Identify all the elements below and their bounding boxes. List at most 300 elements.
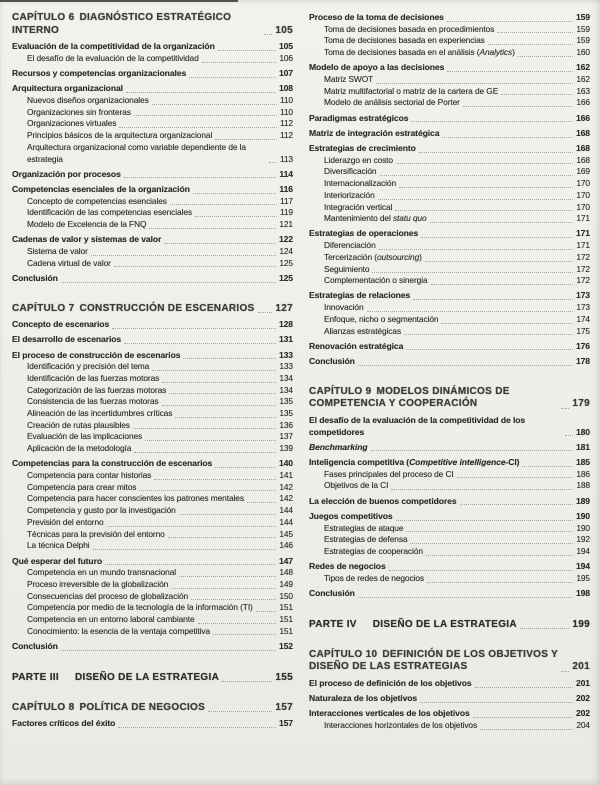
entry-title: Estrategias de relaciones — [309, 290, 411, 301]
page-number: 135 — [279, 396, 293, 407]
page-number: 137 — [279, 431, 293, 442]
dot-leader — [133, 428, 276, 429]
dot-leader — [561, 408, 569, 409]
page-number: 201 — [575, 677, 590, 688]
page-number: 119 — [279, 207, 293, 218]
dot-leader — [376, 83, 573, 84]
entry-title — [12, 303, 255, 316]
dot-leader — [358, 365, 573, 366]
page-number: 174 — [576, 313, 590, 324]
entry-title: Conclusión — [12, 272, 58, 283]
toc-entry-section — [12, 234, 293, 246]
entry-title: Modelo de análisis sectorial de Porter — [324, 97, 460, 108]
chapter-label: CAPÍTULO 9 — [309, 385, 372, 397]
toc-column-left — [12, 12, 293, 779]
dot-leader — [195, 216, 277, 217]
entry-title: Organizaciones virtuales — [27, 118, 117, 129]
dot-leader — [222, 681, 272, 682]
toc-entry-sub — [12, 373, 293, 385]
entry-title: Modelo de apoyo a las decisiones — [309, 62, 445, 73]
entry-title: Qué esperar del futuro — [12, 555, 102, 566]
dot-leader — [218, 50, 276, 51]
chapter-title: MODELOS DINÁMICOS DE COMPETENCIA Y COOPERACIÓN — [309, 385, 510, 410]
entry-title: Consecuencias del proceso de globalización — [27, 590, 189, 601]
entry-title: Arquitectura organizacional — [12, 83, 123, 94]
dot-leader — [565, 435, 573, 436]
toc-entry-sub — [309, 202, 590, 214]
entry-title: Consistencia de las fuerzas motoras — [27, 396, 159, 407]
page-number: 149 — [279, 578, 293, 589]
dot-leader — [431, 284, 574, 285]
dot-leader — [367, 311, 574, 312]
page-number: 112 — [279, 118, 293, 129]
entry-title: Conclusión — [309, 355, 355, 366]
entry-title: Recursos y competencias organizacionales — [12, 68, 187, 79]
entry-title: Seguimiento — [324, 263, 370, 274]
toc-entry-sub — [12, 493, 293, 505]
toc-entry-section — [309, 511, 590, 523]
page-number: 140 — [278, 458, 293, 469]
entry-title: Conclusión — [309, 588, 355, 599]
toc-entry-sub — [12, 567, 293, 579]
dot-leader — [406, 349, 573, 350]
chapter-title: DIAGNÓSTICO ESTRATÉGICO INTERNO — [12, 12, 232, 36]
page-number: 150 — [279, 590, 293, 601]
page-number: 117 — [279, 195, 293, 206]
entry-title: Factores críticos del éxito — [12, 718, 116, 729]
dot-leader — [193, 193, 277, 194]
page-number: 105 — [278, 41, 293, 52]
dot-leader — [441, 323, 573, 324]
entry-title: Nuevos diseños organizacionales — [27, 95, 149, 105]
toc-entry-sub — [309, 264, 590, 276]
toc-entry-sub — [12, 385, 293, 397]
dot-leader — [247, 502, 276, 503]
page-number: 159 — [576, 35, 590, 46]
toc-entry-sub — [309, 240, 590, 252]
entry-title: Previsión del entorno — [27, 516, 104, 527]
toc-entry-sub — [12, 196, 293, 208]
entry-title: Proceso irreversible de la globalización — [27, 578, 169, 589]
toc-entry-sub — [12, 219, 293, 231]
entry-title: Categorización de las fuerzas motoras — [27, 384, 167, 395]
toc-entry-section — [12, 169, 293, 181]
page-number: 171 — [575, 228, 590, 239]
page-number: 189 — [575, 495, 590, 506]
entry-title: Matriz SWOT — [324, 74, 374, 85]
toc-entry-sub — [12, 540, 293, 552]
entry-title — [309, 618, 517, 631]
entry-title: Interiorización — [324, 189, 375, 200]
entry-title: Evaluación de las implicaciones — [27, 431, 143, 442]
page-number: 168 — [576, 154, 590, 165]
entry-title: Técnicas para la previsión del entorno — [27, 528, 165, 539]
dot-leader — [426, 555, 573, 556]
dot-leader — [124, 177, 277, 178]
page-number: 139 — [279, 443, 293, 454]
dot-leader — [488, 44, 574, 45]
page-number: 113 — [279, 153, 293, 164]
toc-entry-sub — [309, 523, 590, 535]
dot-leader — [107, 526, 277, 527]
entry-title: Diversificación — [324, 166, 377, 177]
dot-leader — [154, 479, 276, 480]
entry-title: Identificación y precisión del tema — [27, 361, 150, 372]
page-number: 172 — [576, 263, 590, 274]
entry-title: Naturaleza de los objetivos — [309, 693, 418, 704]
page-number: 159 — [575, 12, 590, 22]
entry-title: Concepto de competencias esenciales — [27, 195, 167, 206]
toc-entry-sub — [309, 573, 590, 585]
page-number: 105 — [275, 24, 293, 36]
entry-title: Toma de decisiones basada en procedimientos — [324, 23, 495, 34]
entry-title: Estrategias de defensa — [324, 534, 408, 545]
page-number: 185 — [575, 456, 590, 467]
dot-leader — [139, 490, 276, 491]
chapter-title: CONSTRUCCIÓN DE ESCENARIOS — [79, 302, 255, 314]
page-number: 112 — [279, 130, 293, 141]
dot-leader — [171, 588, 276, 589]
dot-leader — [475, 687, 573, 688]
entry-title: Conocimiento: la esencia de la ventaja competitiva — [27, 625, 211, 636]
toc-entry-section — [309, 356, 590, 368]
toc-entry-section — [309, 12, 590, 24]
page-number: 166 — [575, 112, 590, 123]
toc-entry-section — [309, 442, 590, 454]
dot-leader — [404, 334, 573, 335]
dot-leader — [430, 222, 574, 223]
toc-entry-sub — [12, 482, 293, 494]
page-number: 144 — [279, 505, 293, 516]
toc-entry-section — [309, 496, 590, 508]
entry-title: Tercerización (outsourcing) — [324, 251, 422, 262]
entry-title: Evaluación de la competitividad de la organización — [12, 41, 215, 52]
page-number: 147 — [278, 555, 293, 566]
dot-leader — [396, 520, 573, 521]
entry-title: Objetivos de la CI — [324, 480, 389, 491]
dot-leader — [134, 115, 277, 116]
entry-title: Liderazgo en costo — [324, 154, 393, 165]
page-number: 134 — [279, 384, 293, 395]
entry-title: Organización por procesos — [12, 168, 121, 179]
entry-title: Integración vertical — [324, 201, 393, 212]
page-number: 134 — [279, 372, 293, 383]
dot-leader — [371, 450, 573, 451]
toc-entry-sub — [12, 142, 293, 165]
toc-entry-sub — [12, 396, 293, 408]
toc-entry-section — [309, 228, 590, 240]
dot-leader — [501, 94, 573, 95]
toc-entry-chapter — [12, 702, 293, 715]
entry-title: Juegos competitivos — [309, 510, 393, 521]
dot-leader — [169, 393, 276, 394]
dot-leader — [522, 466, 573, 467]
toc-entry-section — [309, 113, 590, 125]
dot-leader — [112, 328, 276, 329]
part-label: PARTE IV — [309, 618, 357, 630]
entry-title: Estrategias de ataque — [324, 522, 404, 533]
toc-entry-sub — [309, 74, 590, 86]
toc-entry-section — [12, 68, 293, 80]
page-number: 108 — [278, 83, 293, 94]
page-number: 144 — [279, 516, 293, 527]
dot-leader — [518, 56, 574, 57]
toc-entry-sub — [12, 443, 293, 455]
page-number: 194 — [576, 545, 590, 556]
toc-entry-section — [12, 83, 293, 95]
entry-title: La elección de buenos competidores — [309, 495, 457, 506]
page-number: 171 — [576, 240, 590, 251]
dot-leader — [152, 104, 277, 105]
dot-leader — [215, 467, 276, 468]
entry-title: Estrategias de cooperación — [324, 545, 423, 556]
toc-entry-sub — [12, 258, 293, 270]
dot-leader — [358, 597, 573, 598]
toc-entry-sub — [12, 626, 293, 638]
page-number: 178 — [575, 355, 590, 366]
dot-leader — [208, 711, 272, 712]
chapter-title: POLÍTICA DE NEGOCIOS — [79, 701, 206, 713]
entry-title: El desarrollo de escenarios — [12, 334, 122, 345]
page-number: 133 — [279, 361, 293, 372]
dot-leader — [389, 570, 573, 571]
page-number: 172 — [576, 251, 590, 262]
toc-entry-section — [12, 718, 293, 730]
entry-title: Creación de rutas plausibles — [27, 419, 130, 430]
entry-title: El desafío de la evaluación de la competitividad — [27, 52, 199, 63]
toc-entry-chapter — [309, 386, 590, 411]
toc-entry-sub — [12, 246, 293, 258]
toc-entry-section — [12, 273, 293, 285]
toc-entry-sub — [309, 47, 590, 59]
toc-entry-sub — [309, 190, 590, 202]
toc-entry-sub — [12, 431, 293, 443]
toc-entry-section — [309, 415, 590, 438]
dot-leader — [480, 729, 573, 730]
page-number: 141 — [279, 470, 293, 481]
entry-title: Paradigmas estratégicos — [309, 112, 409, 123]
toc-entry-sub — [12, 591, 293, 603]
toc-entry-section — [309, 588, 590, 600]
dot-leader — [118, 727, 276, 728]
entry-title: Sistema de valor — [27, 245, 88, 256]
page-number: 170 — [576, 201, 590, 212]
toc-entry-section — [12, 556, 293, 568]
entry-title: Benchmarking — [309, 441, 368, 452]
dot-leader — [380, 175, 574, 176]
toc-entry-section — [12, 41, 293, 53]
part-title: DISEÑO DE LA ESTRATEGIA — [372, 618, 517, 630]
page-number: 157 — [275, 701, 293, 713]
dot-leader — [93, 549, 277, 550]
toc-entry-sub — [12, 207, 293, 219]
entry-title: Toma de decisiones basada en experiencias — [324, 35, 485, 46]
page-number: 175 — [576, 325, 590, 336]
entry-title: Interacciones horizontales de los objetivos — [324, 720, 478, 731]
dot-leader — [198, 623, 277, 624]
dot-leader — [497, 32, 573, 33]
page-number: 135 — [279, 408, 293, 419]
entry-title: El proceso de construcción de escenarios — [12, 349, 181, 360]
page-number: 160 — [576, 47, 590, 58]
entry-title: Inteligencia competitiva (Competitive intelligence-CI) — [309, 456, 520, 467]
dot-leader — [378, 199, 574, 200]
toc-entry-part — [12, 671, 293, 684]
dot-leader — [427, 582, 573, 583]
dot-leader — [520, 628, 569, 629]
entry-title: Modelo de Excelencia de la FNQ — [27, 219, 147, 230]
toc-entry-sub — [309, 155, 590, 167]
toc-entry-sub — [309, 546, 590, 558]
dot-leader — [152, 370, 276, 371]
dot-leader — [425, 261, 573, 262]
chapter-label: CAPÍTULO 6 — [12, 12, 75, 23]
page-number: 176 — [575, 340, 590, 351]
dot-leader — [410, 543, 573, 544]
toc-entry-sub — [12, 505, 293, 517]
dot-leader — [179, 576, 276, 577]
entry-title — [309, 649, 558, 674]
page-number: 199 — [572, 618, 590, 630]
page-number: 125 — [279, 257, 293, 268]
page-number: 173 — [576, 302, 590, 313]
page-number: 106 — [279, 52, 293, 63]
dot-leader — [105, 564, 276, 565]
dot-leader — [189, 77, 276, 78]
dot-leader — [164, 243, 276, 244]
dot-leader — [215, 139, 277, 140]
page-number: 202 — [575, 693, 590, 704]
entry-title: Innovación — [324, 302, 364, 313]
part-label: PARTE III — [12, 671, 59, 683]
page-number: 114 — [279, 168, 293, 179]
dot-leader — [411, 121, 573, 122]
toc-entry-part — [309, 618, 590, 631]
toc-entry-sub — [309, 86, 590, 98]
toc-entry-sub — [309, 534, 590, 546]
entry-title: Competencia para contar historias — [27, 470, 152, 481]
toc-entry-chapter — [12, 303, 293, 316]
entry-title: Cadena virtual de valor — [27, 257, 111, 268]
toc-entry-section — [309, 143, 590, 155]
toc-entry-sub — [12, 107, 293, 119]
page-number: 181 — [575, 441, 590, 452]
toc-entry-section — [12, 334, 293, 346]
toc-entry-section — [309, 457, 590, 469]
toc-entry-section — [12, 641, 293, 653]
dot-leader — [419, 152, 573, 153]
entry-title: Competencia por medio de la tecnología de la información (TI) — [27, 602, 253, 613]
dot-leader — [91, 255, 277, 256]
entry-title: Identificación de las competencias esenciales — [27, 207, 192, 218]
toc-entry-sub — [12, 361, 293, 373]
entry-title: Renovación estratégica — [309, 340, 404, 351]
dot-leader — [406, 531, 573, 532]
page-number: 128 — [278, 319, 293, 330]
toc-entry-sub — [309, 326, 590, 338]
entry-title: El proceso de definición de los objetivos — [309, 677, 472, 688]
dot-leader — [213, 634, 276, 635]
entry-title: Competencias esenciales de la organización — [12, 183, 190, 194]
dot-leader — [457, 477, 574, 478]
toc-entry-sub — [12, 529, 293, 541]
page-number: 124 — [279, 245, 293, 256]
toc-entry-sub — [309, 275, 590, 287]
toc-entry-section — [12, 350, 293, 362]
dot-leader — [442, 137, 573, 138]
page-number: 166 — [576, 97, 590, 108]
dot-leader — [191, 599, 276, 600]
toc-entry-sub — [12, 614, 293, 626]
page-number: 180 — [575, 426, 590, 437]
entry-title: Cadenas de valor y sistemas de valor — [12, 234, 162, 245]
toc-entry-sub — [12, 53, 293, 65]
page-number: 162 — [575, 62, 590, 73]
dot-leader — [256, 611, 277, 612]
entry-title: Competencia en un mundo transnacional — [27, 567, 177, 578]
dot-leader — [126, 92, 276, 93]
page-number: 142 — [279, 481, 293, 492]
dot-leader — [124, 343, 276, 344]
page-number: 170 — [576, 189, 590, 200]
page-number: 142 — [279, 493, 293, 504]
entry-title: Principios básicos de la arquitectura organizacional — [27, 130, 213, 141]
toc-entry-sub — [12, 517, 293, 529]
toc-entry-chapter — [12, 12, 293, 37]
entry-title: Mantenimiento del statu quo — [324, 213, 427, 224]
entry-title: Fases principales del proceso de CI — [324, 468, 454, 479]
toc-entry-sub — [309, 35, 590, 47]
page-number: 122 — [278, 234, 293, 245]
page-number: 202 — [575, 708, 590, 719]
dot-leader — [269, 162, 277, 163]
entry-title: Proceso de la toma de decisiones — [309, 12, 444, 22]
dot-leader — [179, 514, 277, 515]
dot-leader — [119, 127, 277, 128]
entry-title: Competencia y gusto por la investigación — [27, 505, 176, 516]
page-number: 188 — [576, 480, 590, 491]
toc-entry-section — [309, 561, 590, 573]
dot-leader — [134, 452, 276, 453]
toc-entry-sub — [12, 408, 293, 420]
entry-title: Competencia para crear mitos — [27, 481, 137, 492]
dot-leader — [264, 34, 272, 35]
entry-title — [12, 702, 205, 715]
dot-leader — [170, 204, 277, 205]
page-number: 121 — [279, 219, 293, 230]
entry-title: Conclusión — [12, 640, 58, 651]
page-number: 163 — [576, 85, 590, 96]
page-number: 136 — [279, 419, 293, 430]
entry-title: Competencia para hacer conscientes los patrones mentales — [27, 493, 244, 504]
toc-entry-sub — [12, 602, 293, 614]
dot-leader — [561, 671, 569, 672]
toc-entry-sub — [309, 178, 590, 190]
dot-leader — [168, 537, 277, 538]
toc-entry-sub — [12, 130, 293, 142]
toc-entry-sub — [309, 469, 590, 481]
page-number: 179 — [572, 398, 590, 410]
toc-entry-section — [12, 184, 293, 196]
page-number: 131 — [278, 334, 293, 345]
dot-leader — [463, 106, 573, 107]
part-title: DISEÑO DE LA ESTRATEGIA — [74, 671, 220, 683]
page-number: 171 — [576, 213, 590, 224]
page-number: 190 — [575, 510, 590, 521]
page-number: 145 — [279, 528, 293, 539]
page-number: 162 — [576, 74, 590, 85]
page-number: 146 — [279, 540, 293, 551]
